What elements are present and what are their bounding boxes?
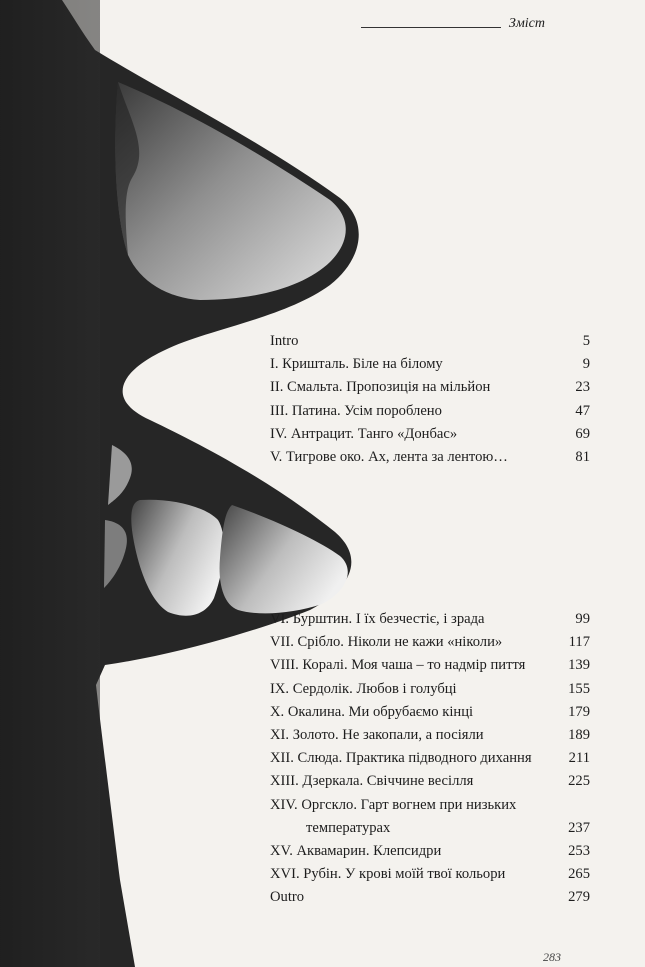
toc-entry-title: X. Окалина. Ми обрубаємо кінці	[270, 703, 474, 720]
toc-entry-page: 155	[568, 680, 590, 697]
toc-entry	[270, 770, 590, 793]
toc-entry-page: 279	[568, 889, 590, 906]
toc-entry	[270, 817, 590, 840]
toc-entry-page: 5	[582, 333, 590, 349]
toc-entry-page: 225	[568, 773, 590, 790]
section-title: Зміст	[508, 16, 545, 31]
toc-entry-title: XIV. Оргскло. Гарт вогнем при низьких	[270, 796, 517, 813]
toc-entry	[270, 701, 590, 724]
toc-entry-title: III. Патина. Усім пороблено	[270, 402, 442, 419]
toc-entry-page: 179	[568, 703, 590, 720]
toc-entry-page: 81	[575, 448, 590, 465]
toc-entry-title: IX. Сердолік. Любов і голубці	[270, 680, 457, 697]
toc-entry-page: 265	[568, 866, 590, 883]
toc-entry-page: 69	[575, 425, 590, 442]
toc-entry	[270, 654, 590, 677]
toc-entry	[270, 678, 590, 701]
toc-entry-page: 189	[568, 726, 590, 743]
page-number: 283	[543, 950, 561, 964]
toc-entry	[270, 863, 590, 886]
table-of-contents-part-1	[270, 330, 590, 469]
toc-entry	[270, 840, 590, 863]
toc-entry	[270, 608, 590, 631]
toc-entry-title: II. Смальта. Пропозиція на мільйон	[270, 379, 491, 396]
toc-entry-title: I. Кришталь. Біле на білому	[270, 356, 443, 373]
toc-entry	[270, 376, 590, 399]
toc-entry-title: XII. Слюда. Практика підводного дихання	[270, 750, 532, 767]
toc-entry-title: Intro	[270, 333, 299, 349]
toc-entry-title: IV. Антрацит. Танго «Донбас»	[270, 425, 458, 442]
toc-entry	[270, 400, 590, 423]
toc-entry-page: 47	[575, 402, 590, 419]
header-rule	[361, 27, 501, 28]
toc-entry	[270, 886, 590, 909]
toc-entry	[270, 794, 590, 817]
running-header	[361, 16, 545, 32]
toc-entry-title: V. Тигрове око. Ах, лента за лентою…	[270, 448, 508, 465]
toc-entry	[270, 631, 590, 654]
toc-entry	[270, 423, 590, 446]
toc-entry	[270, 724, 590, 747]
toc-entry-page: 9	[582, 356, 590, 373]
table-of-contents-part-2	[270, 608, 590, 909]
toc-entry-page: 99	[575, 611, 590, 627]
toc-entry-title: XV. Аквамарин. Клепсидри	[270, 842, 442, 859]
toc-entry-title: VIII. Коралі. Моя чаша – то надмір пиття	[270, 657, 526, 674]
toc-entry	[270, 330, 590, 353]
toc-entry-page: 253	[568, 842, 590, 859]
toc-entry-page: 211	[568, 750, 590, 767]
toc-entry-page: 117	[568, 634, 590, 651]
toc-entry	[270, 353, 590, 376]
toc-entry-title: XI. Золото. Не закопали, а посіяли	[270, 726, 484, 743]
toc-entry	[270, 446, 590, 469]
toc-entry-title: VII. Срібло. Ніколи не кажи «ніколи»	[270, 634, 503, 651]
toc-entry-page: 237	[568, 819, 590, 836]
toc-entry-page: 139	[568, 657, 590, 674]
toc-entry-title: XVI. Рубін. У крові моїй твої кольори	[270, 866, 506, 883]
toc-entry-title: VI. Бурштин. І їх безчестіє, і зрада	[270, 611, 485, 627]
toc-entry-title: XIII. Дзеркала. Свіччине весілля	[270, 773, 474, 790]
toc-entry-page: 23	[575, 379, 590, 396]
toc-entry-title: Outro	[270, 889, 305, 906]
toc-entry	[270, 747, 590, 770]
toc-entry-title: температурах	[306, 819, 391, 836]
